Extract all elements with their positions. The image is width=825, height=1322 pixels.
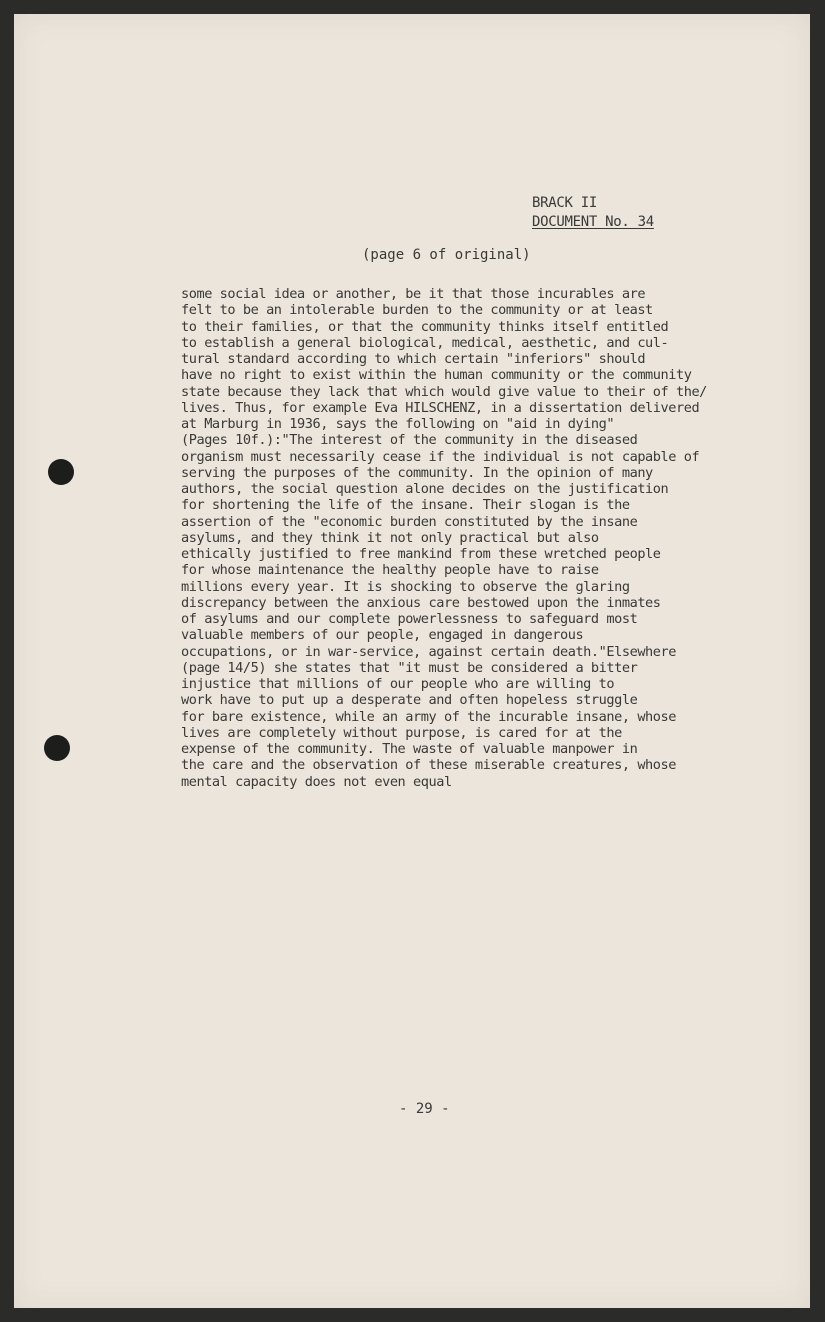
body-text bbox=[181, 286, 771, 790]
body-line: discrepancy between the anxious care bestowed upon the inmates bbox=[181, 594, 661, 611]
punch-hole-bottom bbox=[44, 735, 70, 761]
body-line: the care and the observation of these miserable creatures, whose bbox=[181, 757, 676, 774]
body-line: at Marburg in 1936, says the following on "aid in dying" bbox=[181, 416, 615, 432]
body-line: state because they lack that which would give value to their of the/ bbox=[181, 383, 707, 400]
body-line: of asylums and our complete powerlessness to safeguard most bbox=[181, 611, 638, 627]
case-label: BRACK II bbox=[532, 195, 598, 211]
body-line: ethically justified to free mankind from these wretched people bbox=[181, 546, 661, 562]
body-line: (Pages 10f.):"The interest of the community in the diseased bbox=[181, 432, 638, 449]
body-line: organism must necessarily cease if the individual is not capable of bbox=[181, 448, 700, 465]
body-line: occupations, or in war-service, against certain death."Elsewhere bbox=[181, 643, 676, 660]
body-line: have no right to exist within the human community or the community bbox=[181, 367, 692, 384]
page-number: - 29 - bbox=[399, 1101, 450, 1117]
body-line: valuable members of our people, engaged in dangerous bbox=[181, 627, 584, 644]
body-line: asylums, and they think it not only practical but also bbox=[181, 529, 599, 546]
body-line: expense of the community. The waste of valuable manpower in bbox=[181, 741, 638, 757]
body-line: lives are completely without purpose, is cared for at the bbox=[181, 724, 622, 741]
body-line: tural standard according to which certain "inferiors" should bbox=[181, 351, 646, 367]
document-header bbox=[532, 194, 654, 232]
body-line: for whose maintenance the healthy people have to raise bbox=[181, 562, 599, 579]
body-line: for bare existence, while an army of the incurable insane, whose bbox=[181, 708, 676, 725]
body-line: to their families, or that the community thinks itself entitled bbox=[181, 318, 669, 335]
body-line: mental capacity does not even equal bbox=[181, 773, 452, 790]
body-line: felt to be an intolerable burden to the community or at least bbox=[181, 302, 653, 319]
body-line: authors, the social question alone decides on the justification bbox=[181, 481, 669, 497]
body-line: injustice that millions of our people who are willing to bbox=[181, 676, 615, 692]
body-line: millions every year. It is shocking to observe the glaring bbox=[181, 578, 630, 595]
body-line: lives. Thus, for example Eva HILSCHENZ, in a dissertation delivered bbox=[181, 399, 700, 416]
body-line: (page 14/5) she states that "it must be considered a bitter bbox=[181, 659, 638, 676]
body-line: for shortening the life of the insane. Their slogan is the bbox=[181, 497, 630, 514]
page-reference: (page 6 of original) bbox=[362, 247, 531, 263]
body-line: assertion of the "economic burden constituted by the insane bbox=[181, 513, 638, 530]
document-number: DOCUMENT No. 34 bbox=[532, 214, 654, 230]
body-line: serving the purposes of the community. In the opinion of many bbox=[181, 464, 653, 481]
document-page bbox=[14, 14, 810, 1308]
body-line: work have to put up a desperate and often hopeless struggle bbox=[181, 692, 638, 709]
body-line: to establish a general biological, medical, aesthetic, and cul- bbox=[181, 334, 669, 351]
punch-hole-top bbox=[48, 459, 74, 485]
body-line: some social idea or another, be it that those incurables are bbox=[181, 286, 646, 302]
